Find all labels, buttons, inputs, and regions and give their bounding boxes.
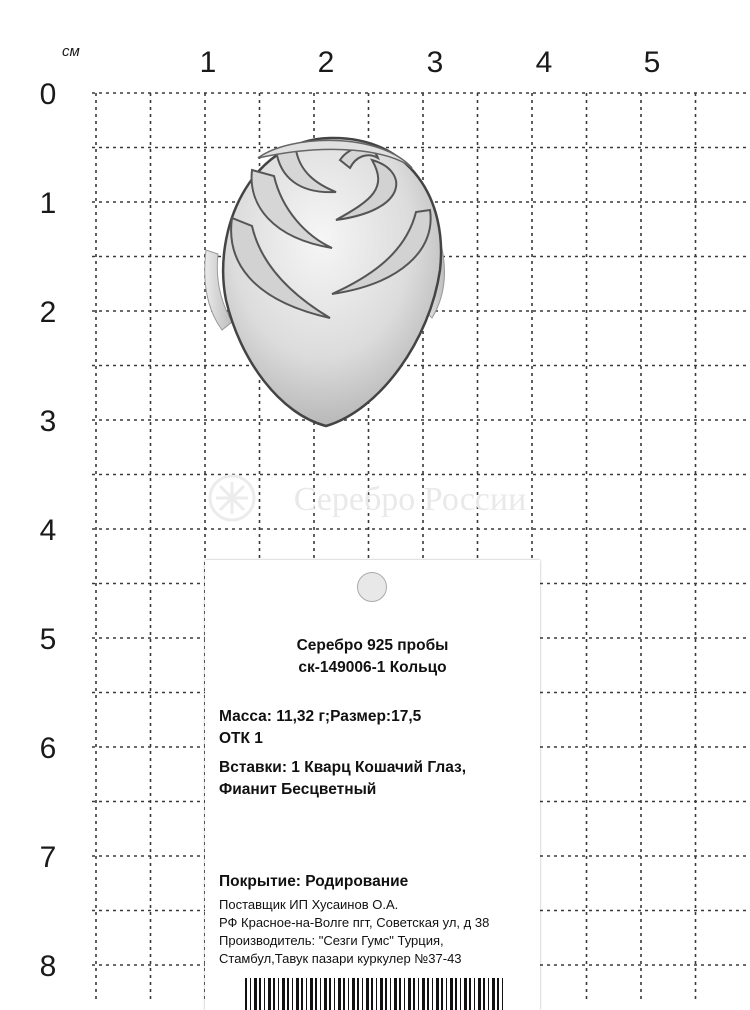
top-label-3: 3	[426, 46, 444, 79]
tag-manufacturer-address: Стамбул,Тавук пазари куркулер №37-43	[219, 951, 462, 966]
left-label-6: 6	[39, 732, 57, 765]
left-label-7: 7	[39, 841, 57, 874]
tag-otk: ОТК 1	[219, 730, 263, 747]
watermark-logo	[210, 476, 254, 520]
barcode	[245, 978, 505, 1010]
left-label-1: 1	[39, 187, 57, 220]
left-label-5: 5	[39, 623, 57, 656]
tag-coating: Покрытие: Родирование	[219, 873, 409, 890]
top-label-2: 2	[317, 46, 335, 79]
tag-metal-line: Серебро 925 пробы	[296, 637, 449, 654]
tag-supplier: Поставщик ИП Хусаинов О.А.	[219, 897, 399, 912]
left-ruler-labels	[40, 78, 57, 983]
left-label-0: 0	[39, 78, 57, 111]
watermark: Серебро России	[293, 481, 527, 518]
tag-mass-size: Масса: 11,32 г;Размер:17,5	[219, 708, 422, 725]
left-label-4: 4	[39, 514, 57, 547]
ring-photo	[205, 138, 445, 426]
tag-manufacturer: Производитель: "Сезги Гумс" Турция,	[219, 933, 444, 948]
left-label-2: 2	[39, 296, 57, 329]
left-label-8: 8	[39, 950, 57, 983]
tag-article-line: ск-149006-1 Кольцо	[298, 659, 447, 676]
tag-inserts-2: Фианит Бесцветный	[219, 781, 377, 798]
price-tag	[205, 560, 540, 1010]
tag-address: РФ Красное-на-Волге пгт, Советская ул, д 38	[219, 915, 490, 930]
top-label-4: 4	[535, 46, 553, 79]
top-label-5: 5	[643, 46, 661, 79]
ruler-unit-label: см	[62, 43, 80, 60]
top-label-1: 1	[199, 46, 217, 79]
top-ruler-labels	[200, 46, 661, 79]
tag-hole	[357, 572, 387, 602]
tag-inserts-1: Вставки: 1 Кварц Кошачий Глаз,	[219, 759, 467, 776]
left-label-3: 3	[39, 405, 57, 438]
